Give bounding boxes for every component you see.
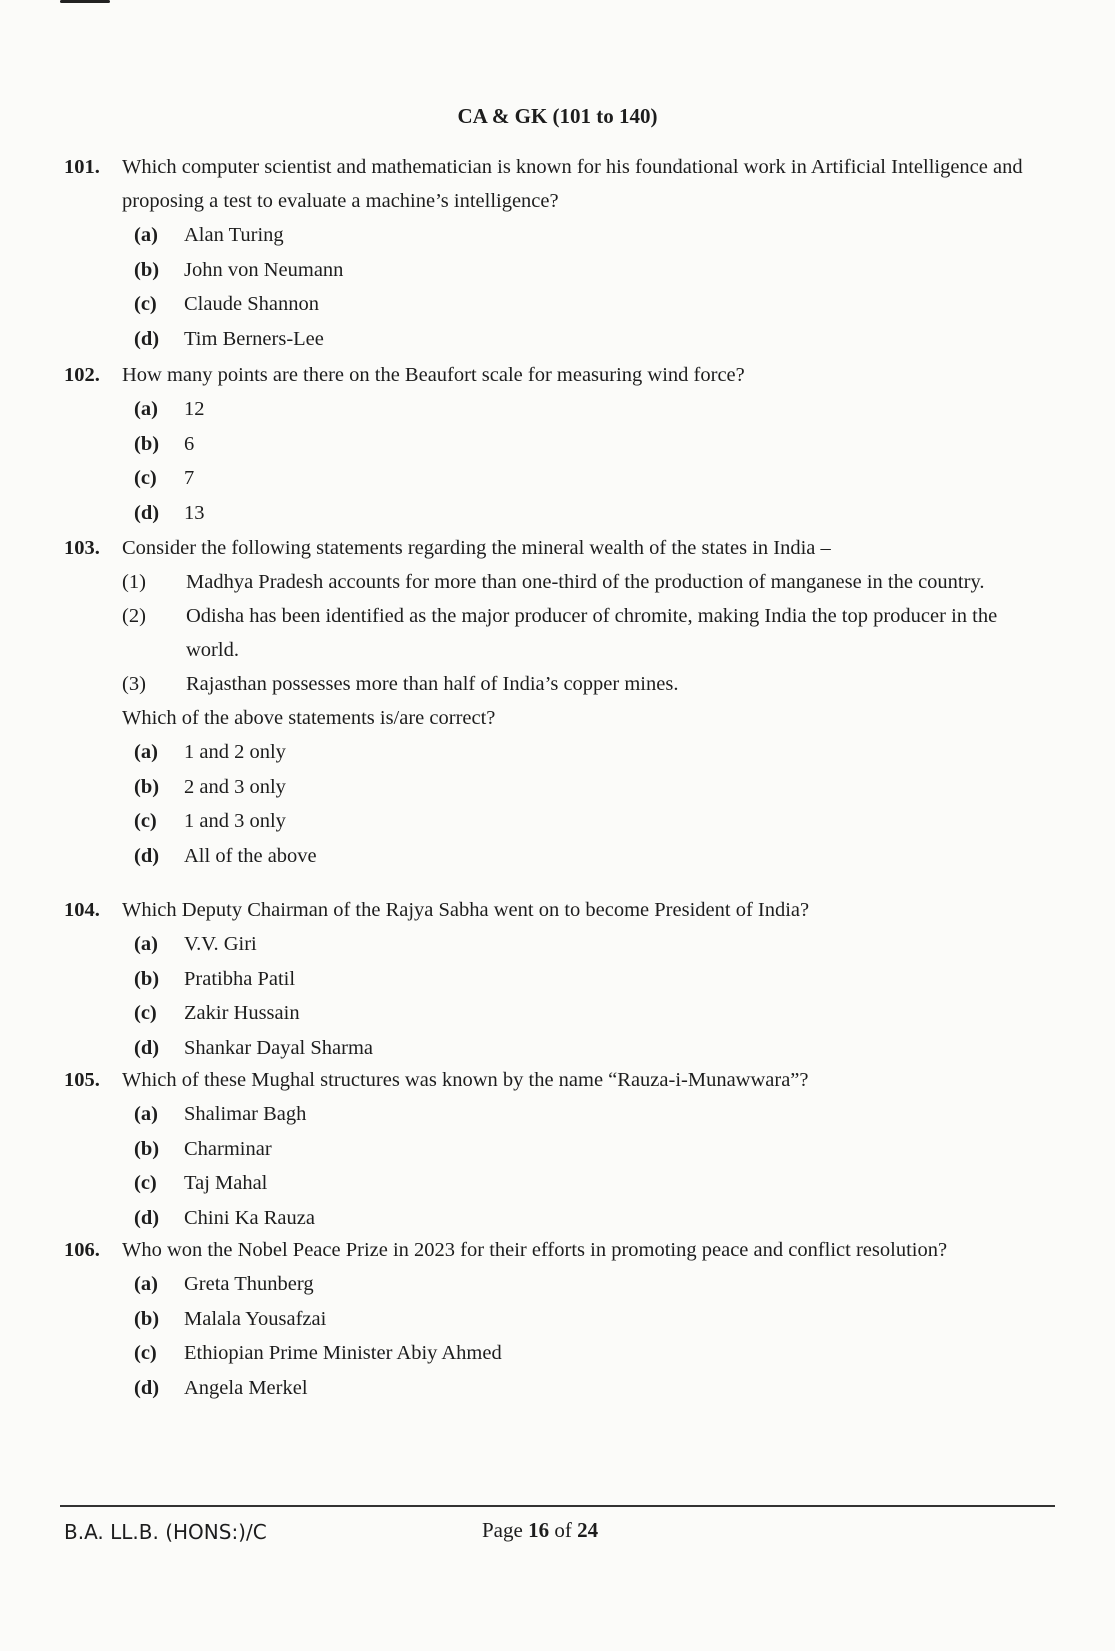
option-label: (a) [134,1273,158,1295]
option-d [134,1031,1034,1066]
option-label: (d) [134,1036,160,1059]
option-label: (d) [134,844,160,867]
option-label: (c) [134,810,157,832]
option-text: Alan Turing [184,224,284,246]
option-label: (c) [134,293,157,315]
page-total: 24 [577,1518,599,1542]
option-text: 1 and 3 only [184,810,286,832]
option-list [134,218,1034,356]
option-text: Taj Mahal [184,1172,268,1194]
option-c [134,1336,1034,1371]
option-d [134,496,1034,531]
option-b [134,962,1034,997]
option-b [134,1302,1034,1337]
option-text: Shankar Dayal Sharma [184,1036,373,1059]
page-prefix: Page [482,1518,529,1542]
question-104 [64,893,1034,1065]
option-text: Chini Ka Rauza [184,1206,315,1229]
option-text: Claude Shannon [184,293,319,315]
option-b [134,770,1034,805]
question-text: How many points are there on the Beaufort scale for measuring wind force? [122,364,745,386]
question-105 [64,1063,1034,1235]
option-label: (d) [134,501,160,524]
option-label: (c) [134,1172,157,1194]
option-label: (b) [134,967,160,990]
option-text: 1 and 2 only [184,741,286,763]
option-text: 13 [184,501,205,524]
option-a [134,1097,1034,1132]
option-text: 6 [184,432,195,455]
option-label: (c) [134,467,157,489]
statement-number: (1) [122,571,146,593]
option-a [134,927,1034,962]
option-text: 12 [184,398,205,420]
option-c [134,287,1034,322]
option-c [134,461,1034,496]
option-text: Tim Berners-Lee [184,327,324,350]
statement-number: (2) [122,605,146,627]
option-label: (b) [134,1307,160,1330]
course-code: B.A. LL.B. (HONS:)/C [64,1520,267,1544]
option-list [134,735,1034,873]
statement-list [122,565,1034,701]
option-text: 2 and 3 only [184,775,286,798]
statement-number: (3) [122,673,146,695]
option-list [134,1267,1034,1405]
option-b [134,1132,1034,1167]
option-text: Greta Thunberg [184,1273,314,1295]
question-text: Which computer scientist and mathematician is known for his foundational work in Artificial Intelligence and proposing a test to evaluate a machine’s intelligence? [122,156,1023,212]
option-list [134,1097,1034,1235]
option-list [134,392,1034,530]
footer-divider [60,1505,1055,1507]
statement-text: Madhya Pradesh accounts for more than one-third of the production of manganese in the country. [186,571,985,593]
option-label: (c) [134,1002,157,1024]
question-102 [64,358,1034,530]
statement-text: Odisha has been identified as the major producer of chromite, making India the top producer in the world. [186,605,998,661]
question-106 [64,1233,1034,1405]
option-label: (b) [134,258,160,281]
section-title: CA & GK (101 to 140) [457,104,658,128]
option-c [134,1166,1034,1201]
option-text: 7 [184,467,195,489]
option-text: Malala Yousafzai [184,1307,327,1330]
option-text: Zakir Hussain [184,1002,300,1024]
option-d [134,1201,1034,1236]
option-label: (a) [134,741,158,763]
option-c [134,996,1034,1031]
option-label: (d) [134,1376,160,1399]
option-text: Angela Merkel [184,1376,308,1399]
option-a [134,735,1034,770]
question-number: 104. [64,899,100,921]
question-101 [64,150,1034,356]
question-text: Consider the following statements regarding the mineral wealth of the states in India – [122,537,831,559]
question-number: 102. [64,364,100,386]
question-text: Which Deputy Chairman of the Rajya Sabha went on to become President of India? [122,899,810,921]
option-b [134,427,1034,462]
question-prompt: Which of the above statements is/are correct? [122,707,496,729]
option-d [134,322,1034,357]
option-text: Ethiopian Prime Minister Abiy Ahmed [184,1342,502,1364]
option-list [134,927,1034,1065]
statement-2 [122,599,1034,667]
option-text: V.V. Giri [184,933,257,955]
option-b [134,253,1034,288]
question-text: Which of these Mughal structures was known by the name “Rauza-i-Munawwara”? [122,1069,809,1091]
option-label: (a) [134,398,158,420]
scan-mark [60,0,110,3]
option-d [134,1371,1034,1406]
option-label: (d) [134,327,160,350]
option-c [134,804,1034,839]
question-number: 103. [64,537,100,559]
statement-3 [122,667,1034,701]
option-label: (b) [134,775,160,798]
option-label: (a) [134,933,158,955]
option-text: Shalimar Bagh [184,1103,307,1125]
page-of: of [549,1518,578,1542]
option-a [134,1267,1034,1302]
statement-text: Rajasthan possesses more than half of India’s copper mines. [186,673,679,695]
option-label: (a) [134,224,158,246]
option-text: John von Neumann [184,258,344,281]
question-number: 105. [64,1069,100,1091]
question-103 [64,531,1034,873]
question-text: Who won the Nobel Peace Prize in 2023 for their efforts in promoting peace and conflict resolution? [122,1239,948,1261]
option-label: (a) [134,1103,158,1125]
option-text: Pratibha Patil [184,967,296,990]
question-number: 101. [64,156,100,178]
option-label: (d) [134,1206,160,1229]
option-label: (b) [134,432,160,455]
option-d [134,839,1034,874]
statement-1 [122,565,1034,599]
option-text: Charminar [184,1137,272,1160]
option-label: (c) [134,1342,157,1364]
question-number: 106. [64,1239,100,1261]
page-indicator [482,1518,598,1543]
option-a [134,392,1034,427]
option-text: All of the above [184,844,317,867]
option-a [134,218,1034,253]
option-label: (b) [134,1137,160,1160]
page-current: 16 [528,1518,550,1542]
